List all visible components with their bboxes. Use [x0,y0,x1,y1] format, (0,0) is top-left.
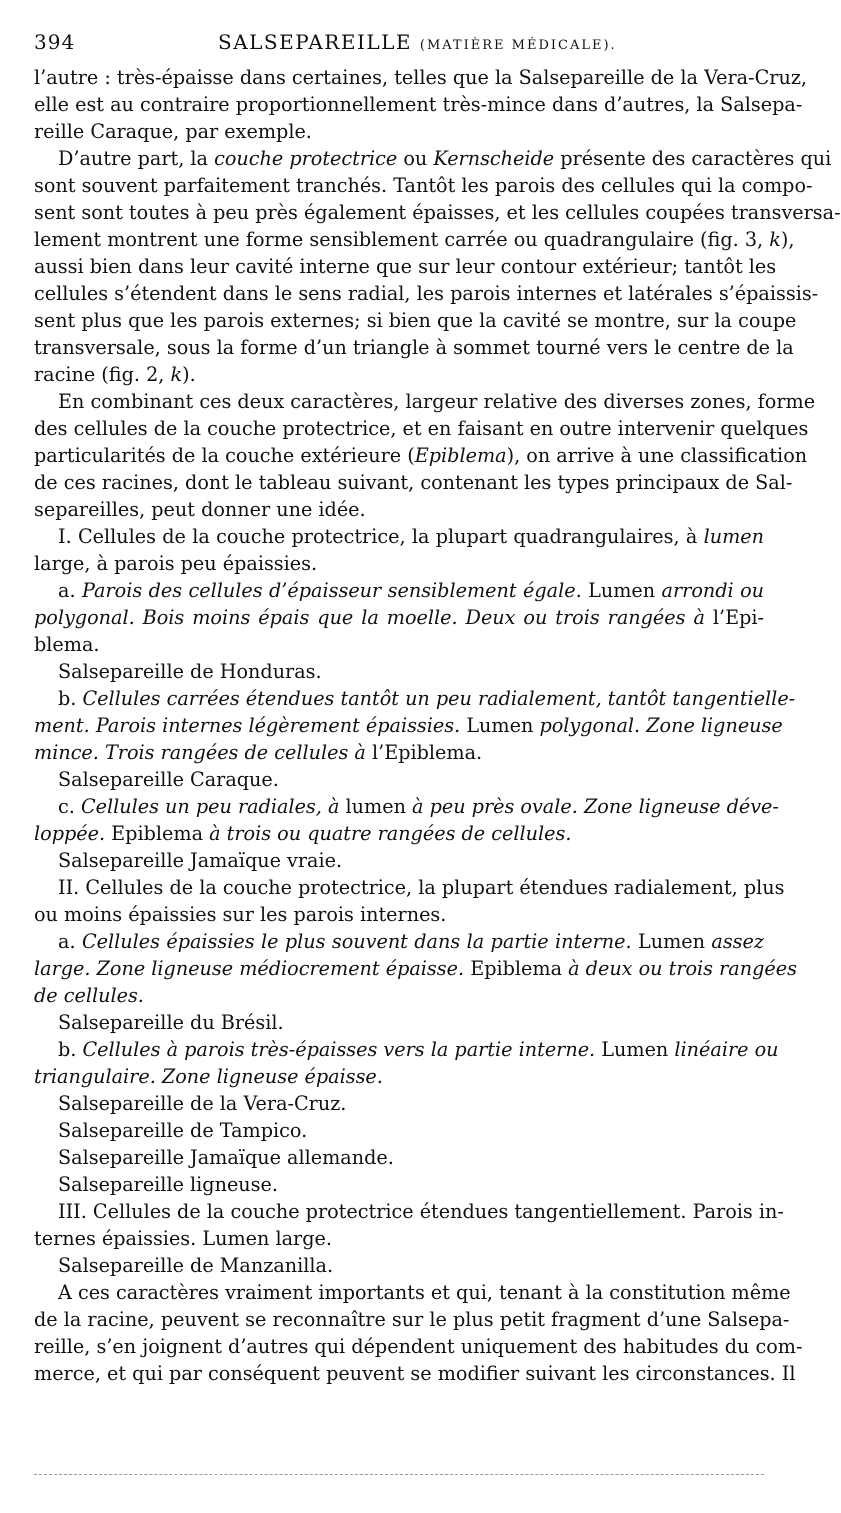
text-line: a. Parois des cellules d’épaisseur sensiblement égale. Lumen arrondi ou [58,579,764,602]
text-line: ou moins épaissies sur les parois internes. [34,903,447,926]
text-line: particularités de la couche extérieure (Epiblema), on arrive à une classification [34,444,808,467]
text-line: Salsepareille de la Vera-Cruz. [58,1092,347,1115]
text-line: Salsepareille du Brésil. [58,1011,284,1034]
text-line: Salsepareille de Tampico. [58,1119,308,1142]
text-line: reille, s’en joignent d’autres qui dépendent uniquement des habitudes du com- [34,1335,803,1358]
text-line: a. Cellules épaissies le plus souvent dans la partie interne. Lumen assez [58,930,764,953]
text-line: ternes épaissies. Lumen large. [34,1227,332,1250]
text-line: I. Cellules de la couche protectrice, la plupart quadrangulaires, à lumen [58,525,764,548]
text-line: mince. Trois rangées de cellules à l’Epiblema. [34,741,483,764]
text-line: c. Cellules un peu radiales, à lumen à peu près ovale. Zone ligneuse déve- [58,795,779,818]
text-line: triangulaire. Zone ligneuse épaisse. [34,1065,383,1088]
text-line: Salsepareille ligneuse. [58,1173,278,1196]
running-title-main: SALSEPAREILLE [218,30,413,54]
text-line: ment. Parois internes légèrement épaissies. Lumen polygonal. Zone ligneuse [34,714,783,737]
text-line: sent plus que les parois externes; si bien que la cavité se montre, sur la coupe [34,309,797,332]
text-line: sent sont toutes à peu près également épaisses, et les cellules coupées transversa- [34,201,841,224]
text-line: lement montrent une forme sensiblement carrée ou quadrangulaire (fig. 3, k), [34,228,795,251]
text-line: II. Cellules de la couche protectrice, la plupart étendues radialement, plus [58,876,785,899]
text-line: D’autre part, la couche protectrice ou Kernscheide présente des caractères qui [58,147,832,170]
text-line: de ces racines, dont le tableau suivant, contenant les types principaux de Sal- [34,471,793,494]
text-line: de la racine, peuvent se reconnaître sur le plus petit fragment d’une Salsepa- [34,1308,790,1331]
text-line: l’autre : très-épaisse dans certaines, telles que la Salsepareille de la Vera-Cruz, [34,66,808,89]
text-line: des cellules de la couche protectrice, et en faisant en outre intervenir quelques [34,417,809,440]
text-line: large, à parois peu épaissies. [34,552,318,575]
text-line: Salsepareille de Honduras. [58,660,322,683]
running-title [218,30,617,54]
text-line: large. Zone ligneuse médiocrement épaisse. Epiblema à deux ou trois rangées [34,957,797,980]
body-text [34,64,841,1387]
running-header [34,30,764,56]
text-line: elle est au contraire proportionnellement très-mince dans d’autres, la Salsepa- [34,93,803,116]
text-line: Salsepareille de Manzanilla. [58,1254,334,1277]
text-line: cellules s’étendent dans le sens radial, les parois internes et latérales s’épaissis- [34,282,819,305]
page-number: 394 [34,30,76,54]
text-line: loppée. Epiblema à trois ou quatre rangées de cellules. [34,822,572,845]
text-line: b. Cellules à parois très-épaisses vers la partie interne. Lumen linéaire ou [58,1038,779,1061]
text-line: reille Caraque, par exemple. [34,120,312,143]
running-title-sub: (MATIÈRE MÉDICALE). [419,38,617,53]
text-line: racine (fig. 2, k). [34,363,196,386]
text-line: Salsepareille Jamaïque allemande. [58,1146,394,1169]
text-line: blema. [34,633,100,656]
text-line: III. Cellules de la couche protectrice étendues tangentiellement. Parois in- [58,1200,784,1223]
text-line: En combinant ces deux caractères, largeur relative des diverses zones, forme [58,390,816,413]
text-line: sont souvent parfaitement tranchés. Tantôt les parois des cellules qui la compo- [34,174,813,197]
text-line: polygonal. Bois moins épais que la moelle. Deux ou trois rangées à l’Epi- [34,606,764,629]
text-line: Salsepareille Caraque. [58,768,279,791]
text-line: aussi bien dans leur cavité interne que sur leur contour extérieur; tantôt les [34,255,777,278]
text-line: Salsepareille Jamaïque vraie. [58,849,343,872]
text-line: separeilles, peut donner une idée. [34,498,366,521]
bottom-rule [34,1474,764,1475]
text-line: de cellules. [34,984,144,1007]
text-line: transversale, sous la forme d’un triangle à sommet tourné vers le centre de la [34,336,794,359]
text-line: b. Cellules carrées étendues tantôt un peu radialement, tantôt tangentielle- [58,687,796,710]
text-line: merce, et qui par conséquent peuvent se modifier suivant les circonstances. Il [34,1362,796,1385]
text-line: A ces caractères vraiment importants et qui, tenant à la constitution même [58,1281,791,1304]
